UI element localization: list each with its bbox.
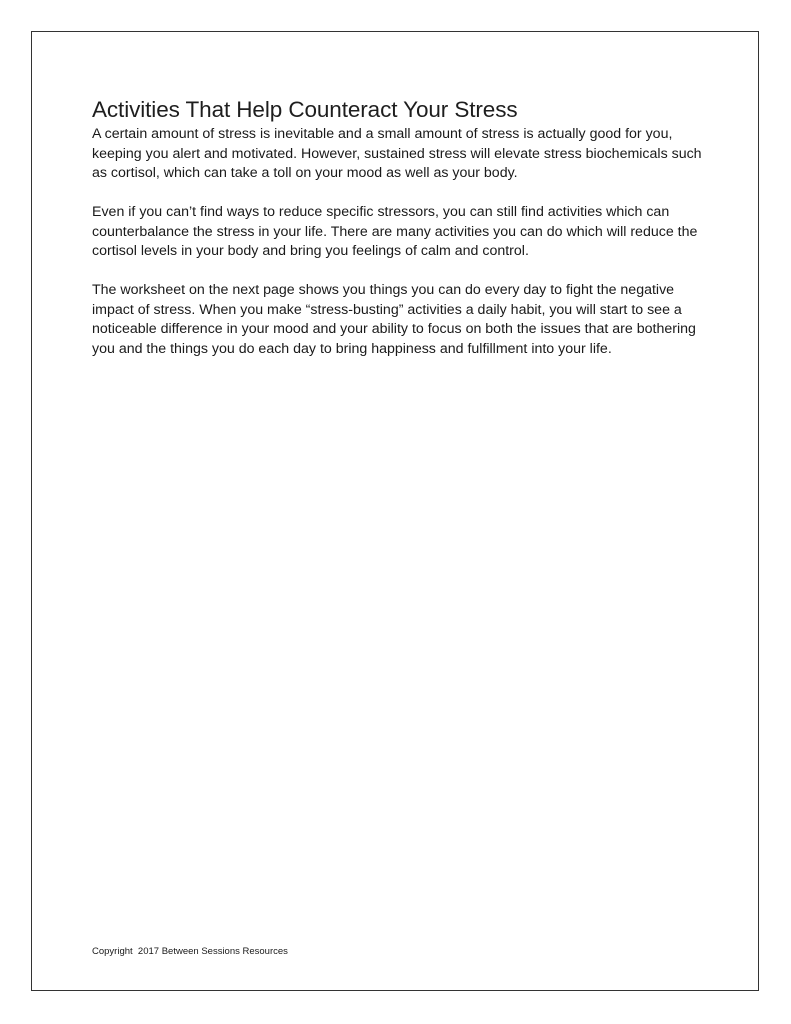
copyright-footer: Copyright 2017 Between Sessions Resources [92, 946, 288, 957]
paragraph-intro: A certain amount of stress is inevitable and a small amount of stress is actually good for you, keeping you alert and motivated. However, sustained stress will elevate stress biochemicals such as cortisol, which can take a toll on your mood as well as your body. [92, 126, 702, 181]
paragraph-worksheet: The worksheet on the next page shows you things you can do every day to fight the negative impact of stress. When you make “stress-busting” activities a daily habit, you will start to see a noticeable difference in your mood and your ability to focus on both the issues that are bothering you and the things you do each day to bring happiness and fulfillment into your life. [92, 282, 696, 357]
document-body [92, 96, 712, 359]
page-title: Activities That Help Counteract Your Stress [92, 97, 518, 122]
paragraph-counterbalance: Even if you can’t find ways to reduce specific stressors, you can still find activities which can counterbalance the stress in your life. There are many activities you can do which will reduce the cortisol levels in your body and bring you feelings of calm and control. [92, 204, 698, 259]
